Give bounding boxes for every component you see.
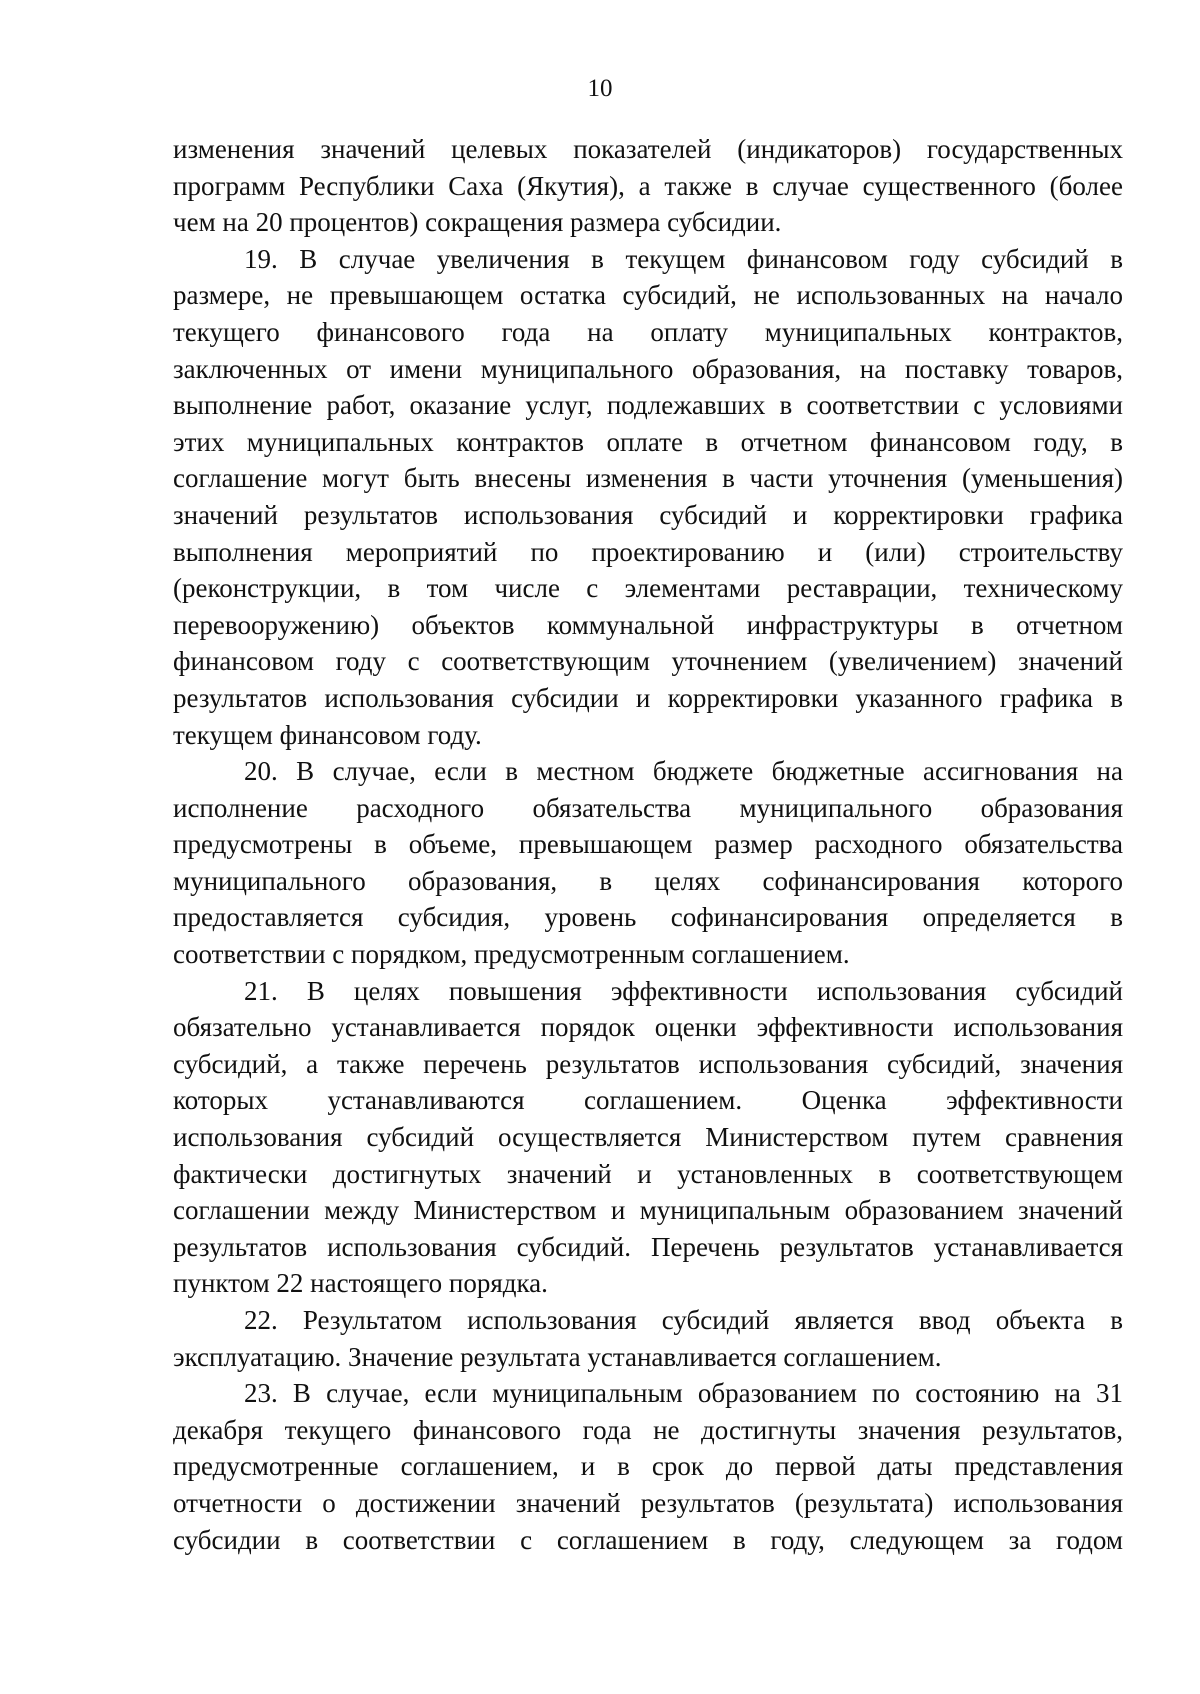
text-line: 19. В случае увеличения в текущем финансовом году субсидий в <box>244 243 1123 274</box>
text-line: финансовом году с соответствующим уточнением (увеличением) значений <box>173 646 1123 677</box>
text-line: обязательно устанавливается порядок оценки эффективности использования <box>173 1012 1123 1043</box>
text-line: субсидий, а также перечень результатов использования субсидий, значения <box>173 1048 1123 1079</box>
text-line: декабря текущего финансового года не достигнуты значения результатов, <box>173 1414 1123 1445</box>
text-line: соответствии с порядком, предусмотренным соглашением. <box>173 939 850 970</box>
text-line: предоставляется субсидия, уровень софинансирования определяется в <box>173 902 1123 933</box>
text-line: отчетности о достижении значений результатов (результата) использования <box>173 1487 1123 1518</box>
text-line: результатов использования субсидий. Перечень результатов устанавливается <box>173 1231 1123 1262</box>
text-line: предусмотрены в объеме, превышающем размер расходного обязательства <box>173 829 1123 860</box>
text-line: 23. В случае, если муниципальным образованием по состоянию на 31 <box>244 1378 1123 1409</box>
text-line: исполнение расходного обязательства муниципального образования <box>173 792 1123 823</box>
text-line: которых устанавливаются соглашением. Оценка эффективности <box>173 1085 1123 1116</box>
text-line: субсидии в соответствии с соглашением в году, следующем за годом <box>173 1524 1123 1555</box>
text-line: 22. Результатом использования субсидий является ввод объекта в <box>244 1305 1123 1335</box>
document-body <box>173 131 1123 1558</box>
text-line: соглашение могут быть внесены изменения в части уточнения (уменьшения) <box>173 463 1123 494</box>
text-line: муниципального образования, в целях софинансирования которого <box>173 865 1123 896</box>
text-line: предусмотренные соглашением, и в срок до первой даты представления <box>173 1451 1123 1482</box>
text-line: (реконструкции, в том числе с элементами реставрации, техническому <box>173 573 1123 604</box>
page-number: 10 <box>587 75 613 102</box>
text-line: текущем финансовом году. <box>173 719 482 750</box>
text-line: текущего финансового года на оплату муниципальных контрактов, <box>173 316 1123 347</box>
text-line: выполнение работ, оказание услуг, подлежавших в соответствии с условиями <box>173 390 1123 421</box>
text-line: заключенных от имени муниципального образования, на поставку товаров, <box>173 353 1123 384</box>
text-line: размере, не превышающем остатка субсидий, не использованных на начало <box>173 280 1123 311</box>
text-line: чем на 20 процентов) сокращения размера субсидии. <box>173 207 782 238</box>
text-line: выполнения мероприятий по проектированию и (или) строительству <box>173 536 1123 567</box>
text-line: значений результатов использования субсидий и корректировки графика <box>173 499 1123 530</box>
text-line: пунктом 22 настоящего порядка. <box>173 1268 548 1299</box>
text-line: программ Республики Саха (Якутия), а также в случае существенного (более <box>173 170 1123 201</box>
text-line: изменения значений целевых показателей (индикаторов) государственных <box>173 134 1123 164</box>
text-line: результатов использования субсидии и корректировки указанного графика в <box>173 682 1123 713</box>
text-line: фактически достигнутых значений и установленных в соответствующем <box>173 1158 1123 1189</box>
text-line: соглашении между Министерством и муниципальным образованием значений <box>173 1195 1123 1226</box>
text-line: 20. В случае, если в местном бюджете бюджетные ассигнования на <box>244 756 1123 787</box>
text-line: эксплуатацию. Значение результата устанавливается соглашением. <box>173 1341 942 1372</box>
text-line: перевооружению) объектов коммунальной инфраструктуры в отчетном <box>173 609 1123 640</box>
text-line: использования субсидий осуществляется Министерством путем сравнения <box>173 1122 1123 1153</box>
text-line: 21. В целях повышения эффективности использования субсидий <box>244 975 1123 1006</box>
text-line: этих муниципальных контрактов оплате в отчетном финансовом году, в <box>173 426 1123 457</box>
